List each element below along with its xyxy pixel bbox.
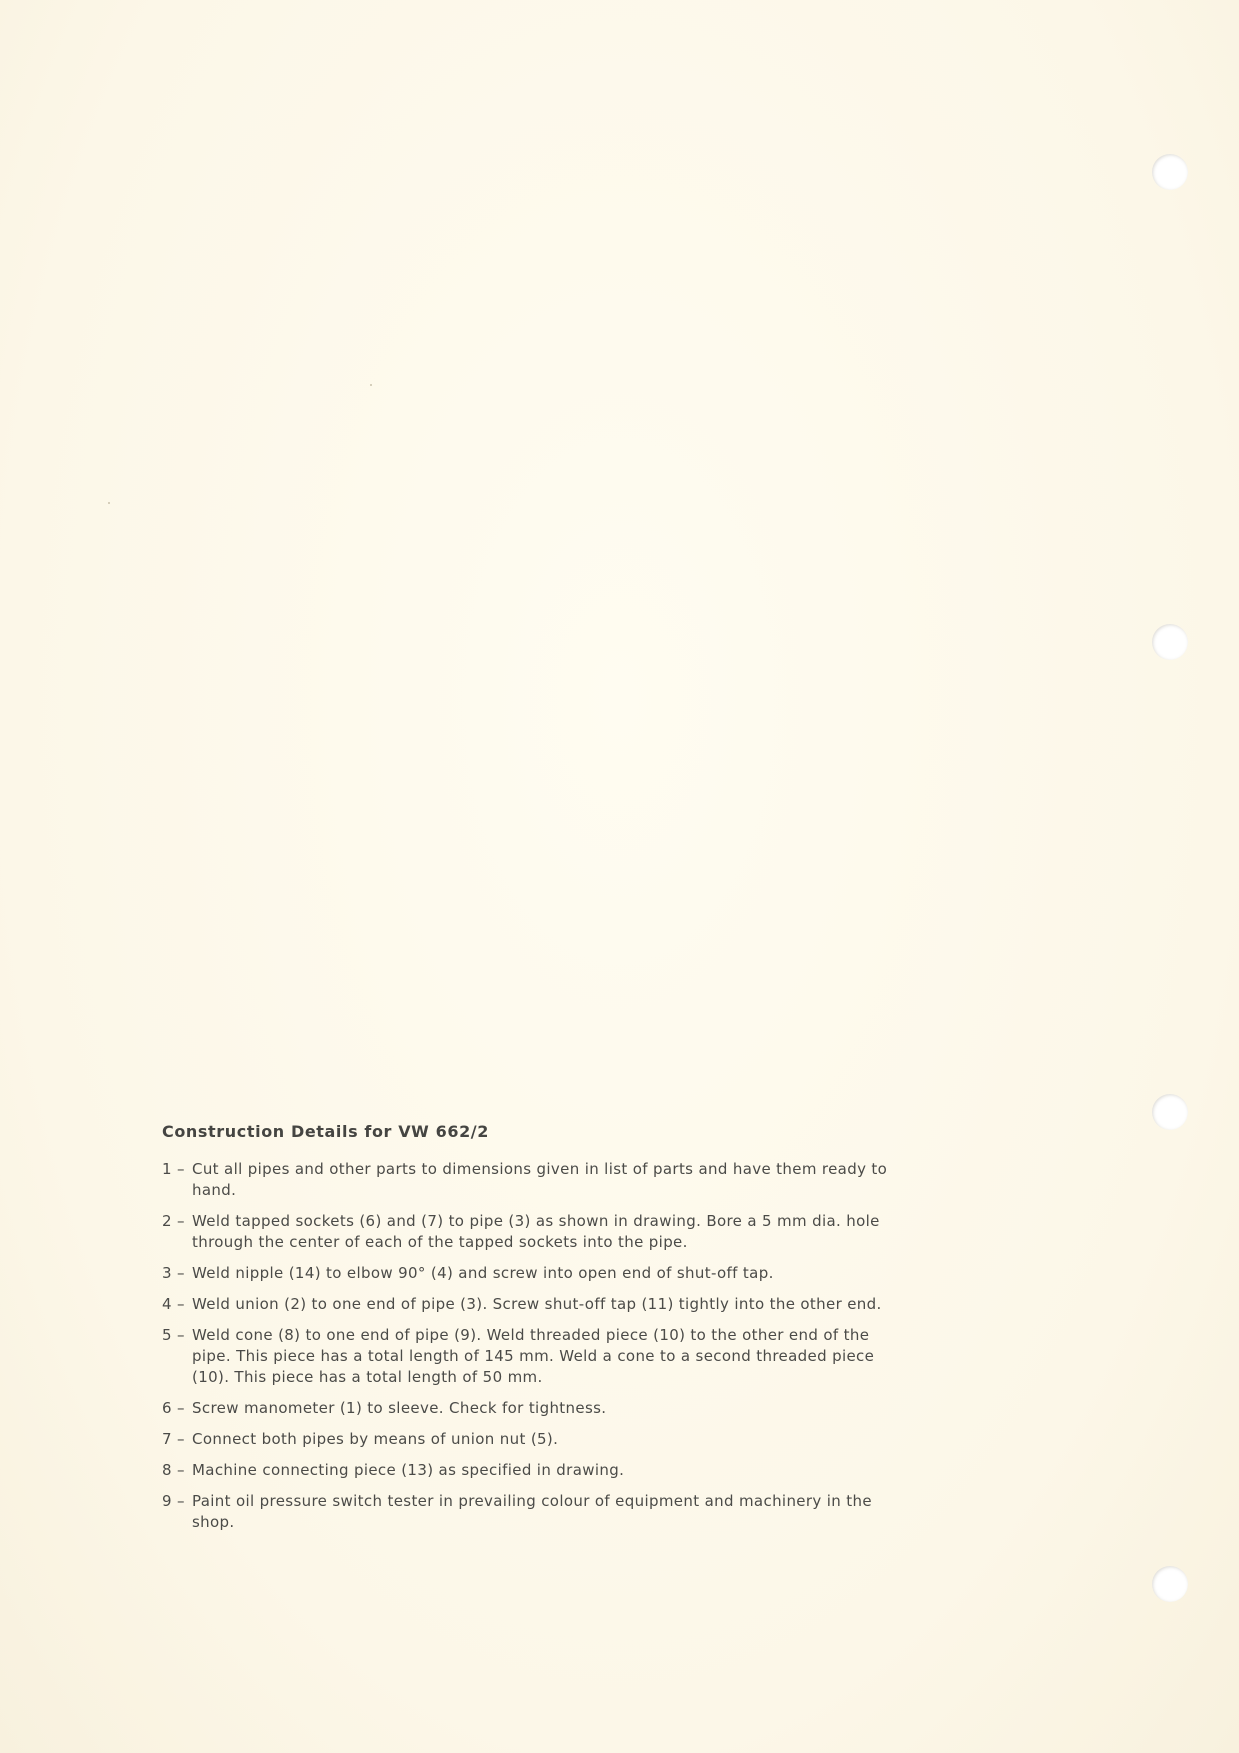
punch-hole: [1152, 624, 1188, 660]
step-item: [162, 1211, 912, 1253]
construction-details: [162, 1122, 912, 1543]
punch-hole: [1152, 1094, 1188, 1130]
steps-list: [162, 1159, 912, 1533]
punch-hole: [1152, 1566, 1188, 1602]
step-number: 7 –: [162, 1430, 185, 1448]
step-item: [162, 1325, 912, 1388]
document-title: Construction Details for VW 662/2: [162, 1122, 489, 1141]
step-number: 4 –: [162, 1295, 185, 1313]
step-text: Weld cone (8) to one end of pipe (9). Weld threaded piece (10) to the other end of the pipe. This piece has a total length of 145 mm. Weld a cone to a second threaded piece (10). This piece has a total length of 50 mm.: [192, 1326, 875, 1386]
step-item: [162, 1263, 912, 1284]
step-item: [162, 1398, 912, 1419]
step-number: 5 –: [162, 1326, 185, 1344]
step-text: Paint oil pressure switch tester in prevailing colour of equipment and machinery in the shop.: [192, 1492, 872, 1531]
step-text: Weld nipple (14) to elbow 90° (4) and screw into open end of shut-off tap.: [192, 1264, 774, 1282]
step-item: [162, 1429, 912, 1450]
step-item: [162, 1159, 912, 1201]
step-text: Machine connecting piece (13) as specified in drawing.: [192, 1461, 625, 1479]
step-number: 2 –: [162, 1212, 185, 1230]
step-number: 1 –: [162, 1160, 185, 1178]
step-text: Weld tapped sockets (6) and (7) to pipe (3) as shown in drawing. Bore a 5 mm dia. hole through the center of each of the tapped sockets into the pipe.: [192, 1212, 880, 1251]
step-number: 3 –: [162, 1264, 185, 1282]
punch-hole: [1152, 154, 1188, 190]
step-item: [162, 1491, 912, 1533]
step-text: Weld union (2) to one end of pipe (3). Screw shut-off tap (11) tightly into the other end.: [192, 1295, 882, 1313]
step-number: 9 –: [162, 1492, 185, 1510]
paper-speck: [370, 384, 372, 386]
step-text: Screw manometer (1) to sleeve. Check for tightness.: [192, 1399, 607, 1417]
step-item: [162, 1460, 912, 1481]
step-text: Cut all pipes and other parts to dimensions given in list of parts and have them ready to hand.: [192, 1160, 888, 1199]
step-item: [162, 1294, 912, 1315]
paper-speck: [108, 502, 110, 504]
step-text: Connect both pipes by means of union nut (5).: [192, 1430, 559, 1448]
step-number: 6 –: [162, 1399, 185, 1417]
step-number: 8 –: [162, 1461, 185, 1479]
